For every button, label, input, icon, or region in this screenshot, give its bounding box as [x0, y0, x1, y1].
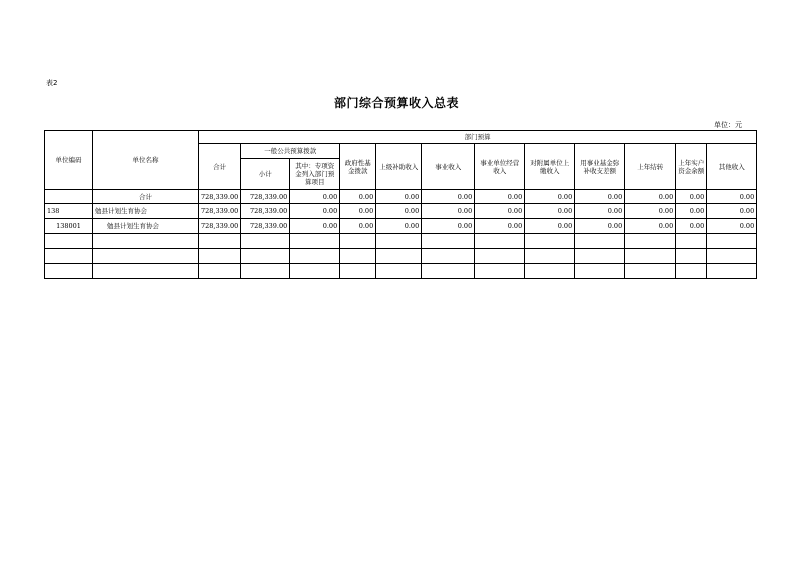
- empty-cell: [241, 249, 290, 264]
- header-unit-name: 单位名称: [93, 131, 199, 190]
- header-subtotal: 小计: [241, 159, 290, 190]
- empty-cell: [290, 249, 340, 264]
- empty-cell: [376, 264, 422, 279]
- cell-fund-balance: 0.00: [575, 219, 625, 234]
- empty-cell: [290, 264, 340, 279]
- currency-unit-label: 单位：元: [714, 121, 742, 129]
- cell-balance: 0.00: [676, 219, 707, 234]
- cell-special: 0.00: [290, 219, 340, 234]
- empty-cell: [575, 264, 625, 279]
- table-row: [45, 219, 757, 234]
- header-business-income: 事业收入: [422, 144, 475, 190]
- cell-name: 勉县计划生育协会: [93, 219, 199, 234]
- header-last-year-balance: 上年实户资金余额: [676, 144, 707, 190]
- empty-cell: [290, 234, 340, 249]
- empty-cell: [340, 264, 376, 279]
- cell-subtotal: 728,339.00: [241, 204, 290, 219]
- cell-total: 728,339.00: [199, 219, 241, 234]
- cell-business: 0.00: [422, 204, 475, 219]
- header-fund-balance: 用事业基金弥补收支差额: [575, 144, 625, 190]
- cell-operating: 0.00: [475, 219, 525, 234]
- empty-cell: [241, 234, 290, 249]
- empty-cell: [199, 249, 241, 264]
- table-row: [45, 190, 757, 204]
- cell-code: 138: [45, 204, 93, 219]
- cell-superior: 0.00: [376, 204, 422, 219]
- cell-gov-fund: 0.00: [340, 190, 376, 204]
- header-dept-budget: 部门预算: [199, 131, 757, 144]
- empty-cell: [422, 249, 475, 264]
- empty-cell: [45, 234, 93, 249]
- empty-cell: [93, 234, 199, 249]
- cell-fund-balance: 0.00: [575, 190, 625, 204]
- empty-cell: [93, 264, 199, 279]
- empty-cell: [707, 249, 757, 264]
- cell-subsidiary: 0.00: [525, 219, 575, 234]
- cell-balance: 0.00: [676, 190, 707, 204]
- cell-subsidiary: 0.00: [525, 204, 575, 219]
- empty-cell: [676, 234, 707, 249]
- empty-cell: [422, 264, 475, 279]
- cell-subtotal: 728,339.00: [241, 190, 290, 204]
- empty-cell: [376, 234, 422, 249]
- budget-income-table: [44, 130, 757, 279]
- cell-gov-fund: 0.00: [340, 204, 376, 219]
- cell-carryover: 0.00: [625, 204, 676, 219]
- header-operating-income: 事业单位经营收入: [475, 144, 525, 190]
- header-special-funds: 其中：专项资金列入部门预算项目: [290, 159, 340, 190]
- empty-cell: [45, 249, 93, 264]
- empty-row: [45, 264, 757, 279]
- empty-cell: [707, 234, 757, 249]
- header-superior-subsidy: 上级补助收入: [376, 144, 422, 190]
- empty-cell: [422, 234, 475, 249]
- header-last-year-carryover: 上年结转: [625, 144, 676, 190]
- cell-business: 0.00: [422, 219, 475, 234]
- header-general-budget: 一般公共预算拨款: [241, 144, 340, 159]
- empty-cell: [241, 264, 290, 279]
- empty-cell: [525, 264, 575, 279]
- header-other-income: 其他收入: [707, 144, 757, 190]
- table-row: [45, 204, 757, 219]
- header-subsidiary-income: 对附属单位上缴收入: [525, 144, 575, 190]
- cell-name: 合计: [93, 190, 199, 204]
- empty-cell: [625, 249, 676, 264]
- empty-cell: [475, 264, 525, 279]
- cell-special: 0.00: [290, 190, 340, 204]
- header-gov-fund: 政府性基金拨款: [340, 144, 376, 190]
- empty-cell: [525, 234, 575, 249]
- cell-total: 728,339.00: [199, 204, 241, 219]
- empty-cell: [707, 264, 757, 279]
- empty-cell: [625, 234, 676, 249]
- empty-cell: [45, 264, 93, 279]
- header-unit-code: 单位编码: [45, 131, 93, 190]
- cell-operating: 0.00: [475, 190, 525, 204]
- cell-superior: 0.00: [376, 219, 422, 234]
- empty-cell: [199, 264, 241, 279]
- cell-operating: 0.00: [475, 204, 525, 219]
- empty-cell: [525, 249, 575, 264]
- cell-subtotal: 728,339.00: [241, 219, 290, 234]
- empty-cell: [625, 264, 676, 279]
- cell-carryover: 0.00: [625, 219, 676, 234]
- cell-carryover: 0.00: [625, 190, 676, 204]
- empty-cell: [475, 234, 525, 249]
- cell-other: 0.00: [707, 219, 757, 234]
- cell-balance: 0.00: [676, 204, 707, 219]
- cell-special: 0.00: [290, 204, 340, 219]
- empty-cell: [199, 234, 241, 249]
- cell-gov-fund: 0.00: [340, 219, 376, 234]
- empty-row: [45, 234, 757, 249]
- cell-code: 138001: [45, 219, 93, 234]
- empty-cell: [575, 234, 625, 249]
- cell-total: 728,339.00: [199, 190, 241, 204]
- cell-name: 勉县计划生育协会: [93, 204, 199, 219]
- cell-other: 0.00: [707, 204, 757, 219]
- page-title: 部门综合预算收入总表: [333, 96, 459, 110]
- empty-cell: [340, 249, 376, 264]
- empty-row: [45, 249, 757, 264]
- cell-superior: 0.00: [376, 190, 422, 204]
- empty-cell: [376, 249, 422, 264]
- cell-code: [45, 190, 93, 204]
- header-total: 合计: [199, 144, 241, 190]
- empty-cell: [340, 234, 376, 249]
- table-number-label: 表2: [46, 79, 58, 87]
- empty-cell: [676, 249, 707, 264]
- empty-cell: [475, 249, 525, 264]
- empty-cell: [575, 249, 625, 264]
- cell-subsidiary: 0.00: [525, 190, 575, 204]
- empty-cell: [93, 249, 199, 264]
- cell-business: 0.00: [422, 190, 475, 204]
- cell-fund-balance: 0.00: [575, 204, 625, 219]
- empty-cell: [676, 264, 707, 279]
- cell-other: 0.00: [707, 190, 757, 204]
